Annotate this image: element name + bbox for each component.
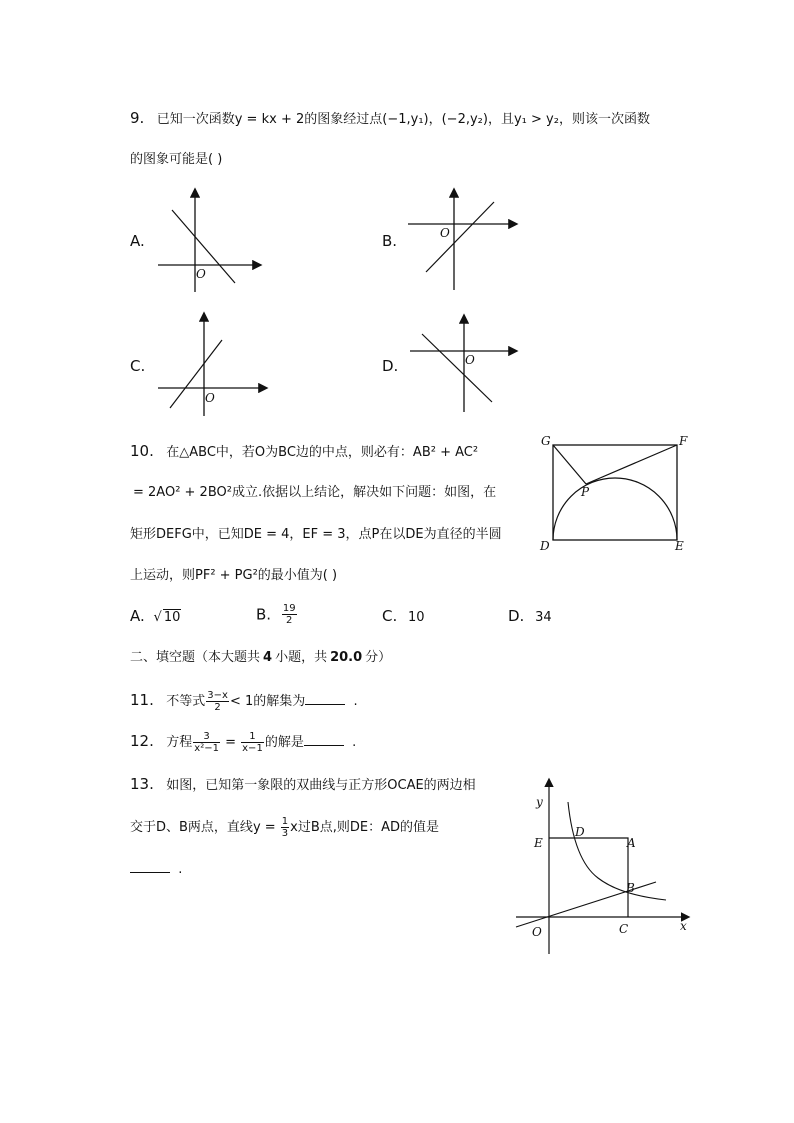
q12-answer-blank[interactable]: [304, 733, 344, 746]
q10-line4: 上运动，则PF² + PG²的最小值为( ): [130, 568, 338, 583]
label-d: D: [575, 825, 585, 839]
q9-eq: y = kx + 2: [234, 112, 305, 127]
q9-option-b-label: B.: [382, 232, 398, 250]
q9-option-a-label: A.: [130, 232, 145, 250]
q9-line1: [130, 108, 650, 130]
label-e: E: [675, 539, 684, 553]
q9-text1: 已知一次函数: [156, 112, 235, 127]
q10-line1: 10. 在△ABC中，若O为BC边的中点，则必有：AB² + AC²: [130, 442, 479, 460]
origin-label: O: [440, 226, 450, 240]
q9-graph-b: [402, 186, 532, 296]
q9-cond: y₁ > y₂: [513, 112, 559, 127]
q10-line3: 矩形DEFG中，已知DE = 4，EF = 3，点P在以DE为直径的半圆: [130, 527, 502, 542]
q9-points: (−1,y₁)，(−2,y₂)，且: [382, 112, 514, 127]
q12: 12. 方程 $\frac{3}{\text{x²−1}}$ = $\frac{1}{x-1}$ 的解是 .: [130, 731, 357, 754]
q13-line2: 交于D、B两点，直线y = $\frac{1}{3}$ x过B点,则DE：AD的值是: [130, 816, 440, 839]
q9-option-c-label: C.: [130, 357, 146, 375]
q9-text2: 的图象经过点: [304, 112, 383, 127]
q10-option-a: A. √ 10: [130, 607, 181, 625]
q11: 11. 不等式 $\frac{3-x}{2}$ < 1的解集为 .: [130, 690, 358, 713]
q10-number: 10.: [130, 442, 154, 460]
q11-answer-blank[interactable]: [305, 692, 345, 705]
q10-option-c: C. 10: [382, 607, 425, 625]
q13-answer-blank[interactable]: [130, 860, 170, 873]
label-d: D: [540, 539, 550, 553]
label-e: E: [534, 836, 543, 850]
label-x: x: [680, 919, 687, 933]
label-f: F: [679, 434, 688, 448]
q10-option-a-value: 10: [163, 610, 181, 625]
label-p: P: [581, 485, 590, 499]
label-b: B: [626, 881, 635, 895]
q13-line1: 13. 如图，已知第一象限的双曲线与正方形OCAE的两边相: [130, 775, 476, 793]
q9-text3: ，则该一次函数: [558, 112, 650, 127]
q9-graph-d: [402, 310, 532, 420]
q9-graph-c: [150, 310, 280, 420]
q10-option-b: B. $\frac{19}{2}$: [256, 603, 296, 626]
q9-line2: 的图象可能是( ): [130, 152, 223, 167]
origin-label: O: [465, 353, 475, 367]
label-a: A: [627, 836, 636, 850]
q10-option-d: D. 34: [508, 607, 552, 625]
q10-figure: [538, 432, 698, 562]
q9-graph-a: [150, 186, 270, 296]
section2-title: 二、填空题（本大题共 4 小题，共 20.0 分）: [130, 650, 392, 665]
label-c: C: [619, 922, 629, 936]
label-o: O: [532, 925, 542, 939]
q13-line3: .: [130, 860, 182, 880]
q10-line2: = 2AO² + 2BO²成立.依据以上结论，解决如下问题：如图，在: [133, 485, 497, 500]
q13-figure: [510, 770, 700, 960]
label-y: y: [536, 795, 543, 809]
q9-number: 9.: [130, 109, 145, 127]
origin-label: O: [205, 391, 215, 405]
q9-option-d-label: D.: [382, 357, 399, 375]
label-g: G: [541, 434, 551, 448]
origin-label: O: [196, 267, 206, 281]
